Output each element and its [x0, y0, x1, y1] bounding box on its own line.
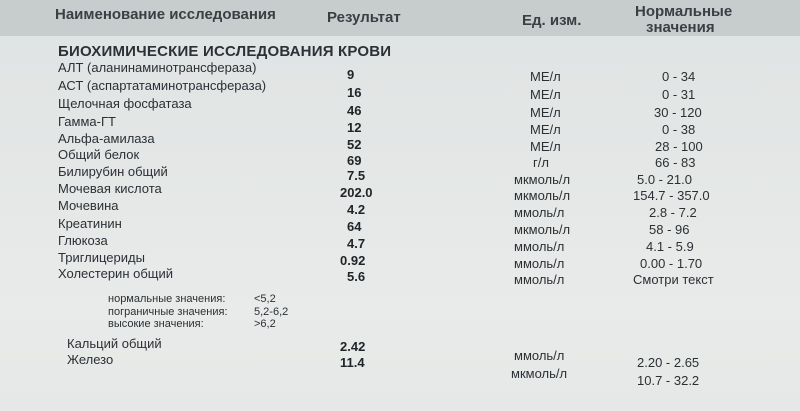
header-result: Результат: [327, 9, 401, 26]
row-unit: МЕ/л: [530, 87, 561, 102]
row-unit: МЕ/л: [530, 139, 561, 154]
row-result: 4.2: [347, 202, 366, 217]
row-name: Щелочная фосфатаза: [58, 96, 192, 111]
note-label: пограничные значения:: [108, 306, 228, 318]
row-name: Мочевина: [58, 198, 119, 213]
row-result: 16: [347, 85, 362, 100]
row-unit: ммоль/л: [514, 348, 565, 363]
row-norm: 28 - 100: [655, 139, 703, 154]
row-norm: 66 - 83: [655, 155, 696, 170]
row-result: 46: [347, 103, 362, 118]
row-result: 69: [347, 153, 362, 168]
row-norm: 0.00 - 1.70: [640, 256, 703, 271]
row-unit: ммоль/л: [514, 272, 565, 287]
row-name: Железо: [67, 352, 114, 367]
row-unit: мкмоль/л: [514, 222, 571, 237]
row-name: Глюкоза: [58, 233, 108, 248]
row-name: АЛТ (аланинаминотрансфераза): [58, 60, 257, 75]
row-name: Гамма-ГТ: [58, 114, 116, 129]
row-result: 7.5: [347, 168, 366, 183]
row-norm: 0 - 38: [662, 122, 696, 137]
header-test-name: Наименование исследования: [55, 6, 276, 23]
row-unit: мкмоль/л: [514, 188, 571, 203]
row-result: 202.0: [340, 185, 373, 200]
note-value: >6,2: [254, 318, 276, 330]
row-norm: 0 - 34: [662, 69, 696, 84]
row-unit: МЕ/л: [530, 122, 561, 137]
header-norm-line1: Нормальные: [635, 3, 733, 20]
row-unit: ммоль/л: [514, 205, 565, 220]
row-name: Альфа-амилаза: [58, 131, 155, 146]
row-result: 64: [347, 219, 362, 234]
row-name: Триглицериды: [58, 250, 145, 265]
section-title: БИОХИМИЧЕСКИЕ ИССЛЕДОВАНИЯ КРОВИ: [58, 43, 392, 60]
row-name: Холестерин общий: [58, 266, 174, 281]
note-value: <5,2: [254, 293, 276, 305]
row-unit: ммоль/л: [514, 256, 565, 271]
row-unit: МЕ/л: [530, 69, 561, 84]
row-norm: 4.1 - 5.9: [646, 239, 694, 254]
row-unit: мкмоль/л: [511, 366, 568, 381]
row-norm: 5.0 - 21.0: [637, 172, 692, 187]
row-norm: 58 - 96: [649, 222, 690, 237]
row-norm: 2.8 - 7.2: [649, 205, 697, 220]
row-norm: 154.7 - 357.0: [633, 188, 710, 203]
row-norm: 2.20 - 2.65: [637, 355, 700, 370]
row-norm: Смотри текст: [633, 272, 714, 287]
row-result: 11.4: [340, 355, 365, 370]
row-result: 0.92: [340, 253, 366, 268]
row-name: Креатинин: [58, 216, 122, 231]
row-norm: 10.7 - 32.2: [637, 373, 700, 388]
row-name: Общий белок: [58, 147, 140, 162]
row-norm: 0 - 31: [662, 87, 696, 102]
row-result: 52: [347, 137, 362, 152]
header-norm-line2: значения: [646, 19, 715, 36]
note-label: нормальные значения:: [108, 293, 226, 305]
row-unit: ммоль/л: [514, 239, 565, 254]
row-name: Кальций общий: [67, 336, 162, 351]
header-unit: Ед. изм.: [522, 12, 582, 29]
note-label: высокие значения:: [108, 318, 204, 330]
row-result: 12: [347, 120, 362, 135]
row-result: 5.6: [347, 269, 366, 284]
row-name: Мочевая кислота: [58, 181, 162, 196]
row-norm: 30 - 120: [654, 105, 702, 120]
row-unit: МЕ/л: [530, 105, 561, 120]
note-value: 5,2-6,2: [254, 306, 289, 318]
row-unit: г/л: [533, 155, 549, 170]
row-result: 4.7: [347, 236, 366, 251]
row-result: 9: [347, 67, 355, 82]
row-name: Билирубин общий: [58, 164, 168, 179]
row-name: АСТ (аспартатаминотрансфераза): [58, 78, 267, 93]
row-result: 2.42: [340, 339, 366, 354]
row-unit: мкмоль/л: [514, 172, 571, 187]
